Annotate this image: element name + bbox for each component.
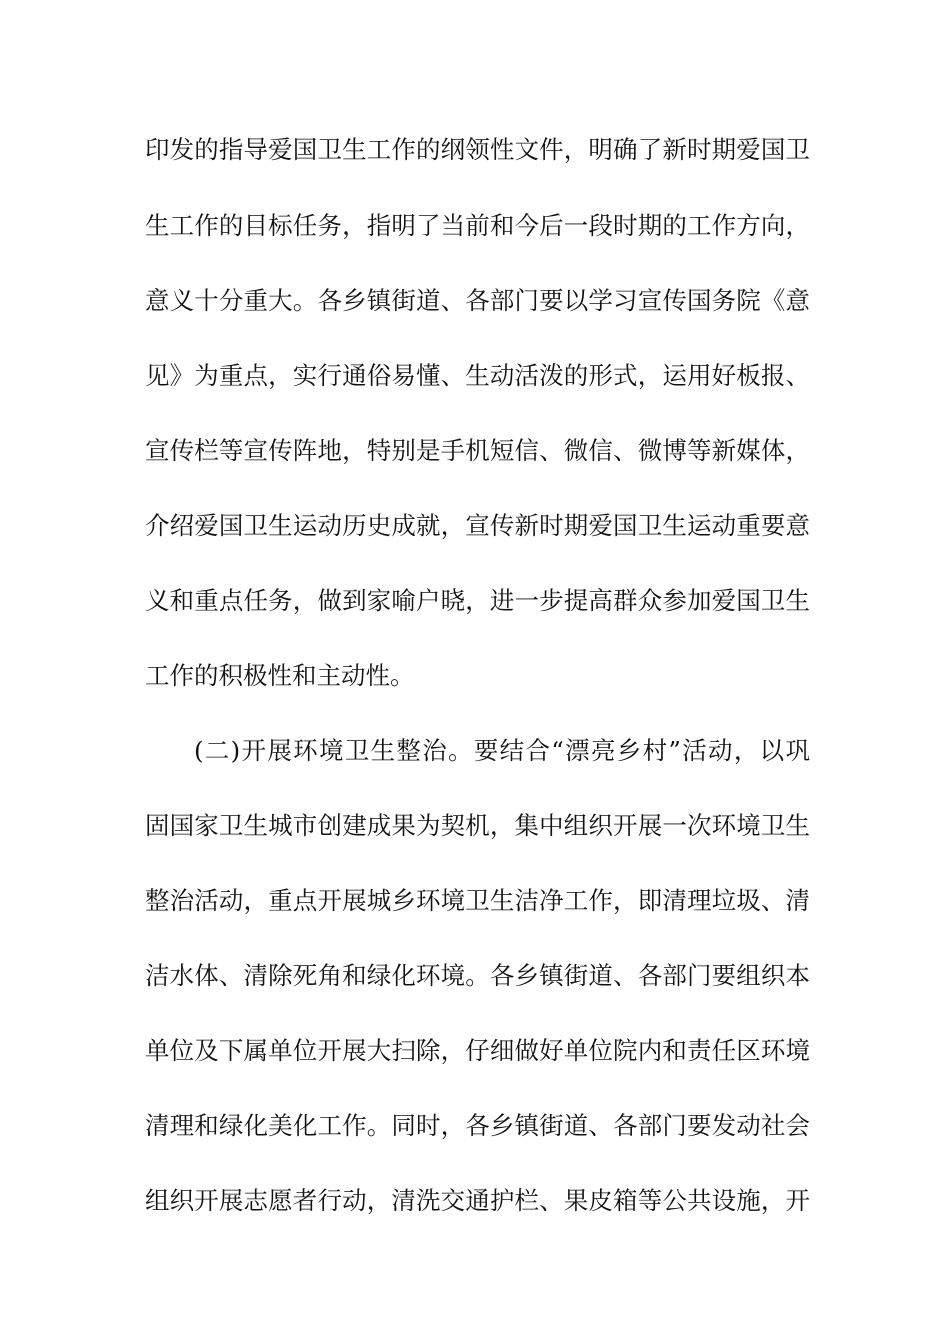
paragraph-line: 印发的指导爱国卫生工作的纲领性文件，明确了新时期爱国卫 — [145, 135, 810, 164]
paragraph-line: (二)开展环境卫生整治。要结合“漂亮乡村”活动，以巩 — [194, 736, 810, 765]
paragraph-line: 介绍爱国卫生运动历史成就，宣传新时期爱国卫生运动重要意 — [145, 511, 810, 540]
paragraph-line: 义和重点任务，做到家喻户晓，进一步提高群众参加爱国卫生 — [145, 586, 810, 615]
paragraph-line: 清理和绿化美化工作。同时，各乡镇街道、各部门要发动社会 — [145, 1111, 810, 1140]
paragraph-line: 生工作的目标任务，指明了当前和今后一段时期的工作方向， — [145, 211, 810, 240]
paragraph-line: 组织开展志愿者行动，清洗交通护栏、果皮箱等公共设施，开 — [145, 1186, 810, 1215]
paragraph-line: 洁水体、清除死角和绿化环境。各乡镇街道、各部门要组织本 — [145, 961, 810, 990]
paragraph-line: 宣传栏等宣传阵地，特别是手机短信、微信、微博等新媒体， — [145, 436, 810, 465]
paragraph-line: 见》为重点，实行通俗易懂、生动活泼的形式，运用好板报、 — [145, 361, 810, 390]
paragraph-line: 意义十分重大。各乡镇街道、各部门要以学习宣传国务院《意 — [145, 286, 810, 315]
paragraph-line: 工作的积极性和主动性。 — [145, 661, 415, 690]
paragraph-line: 固国家卫生城市创建成果为契机，集中组织开展一次环境卫生 — [145, 811, 810, 840]
paragraph-line: 整治活动，重点开展城乡环境卫生洁净工作，即清理垃圾、清 — [145, 886, 810, 915]
paragraph-line: 单位及下属单位开展大扫除，仔细做好单位院内和责任区环境 — [145, 1036, 810, 1065]
